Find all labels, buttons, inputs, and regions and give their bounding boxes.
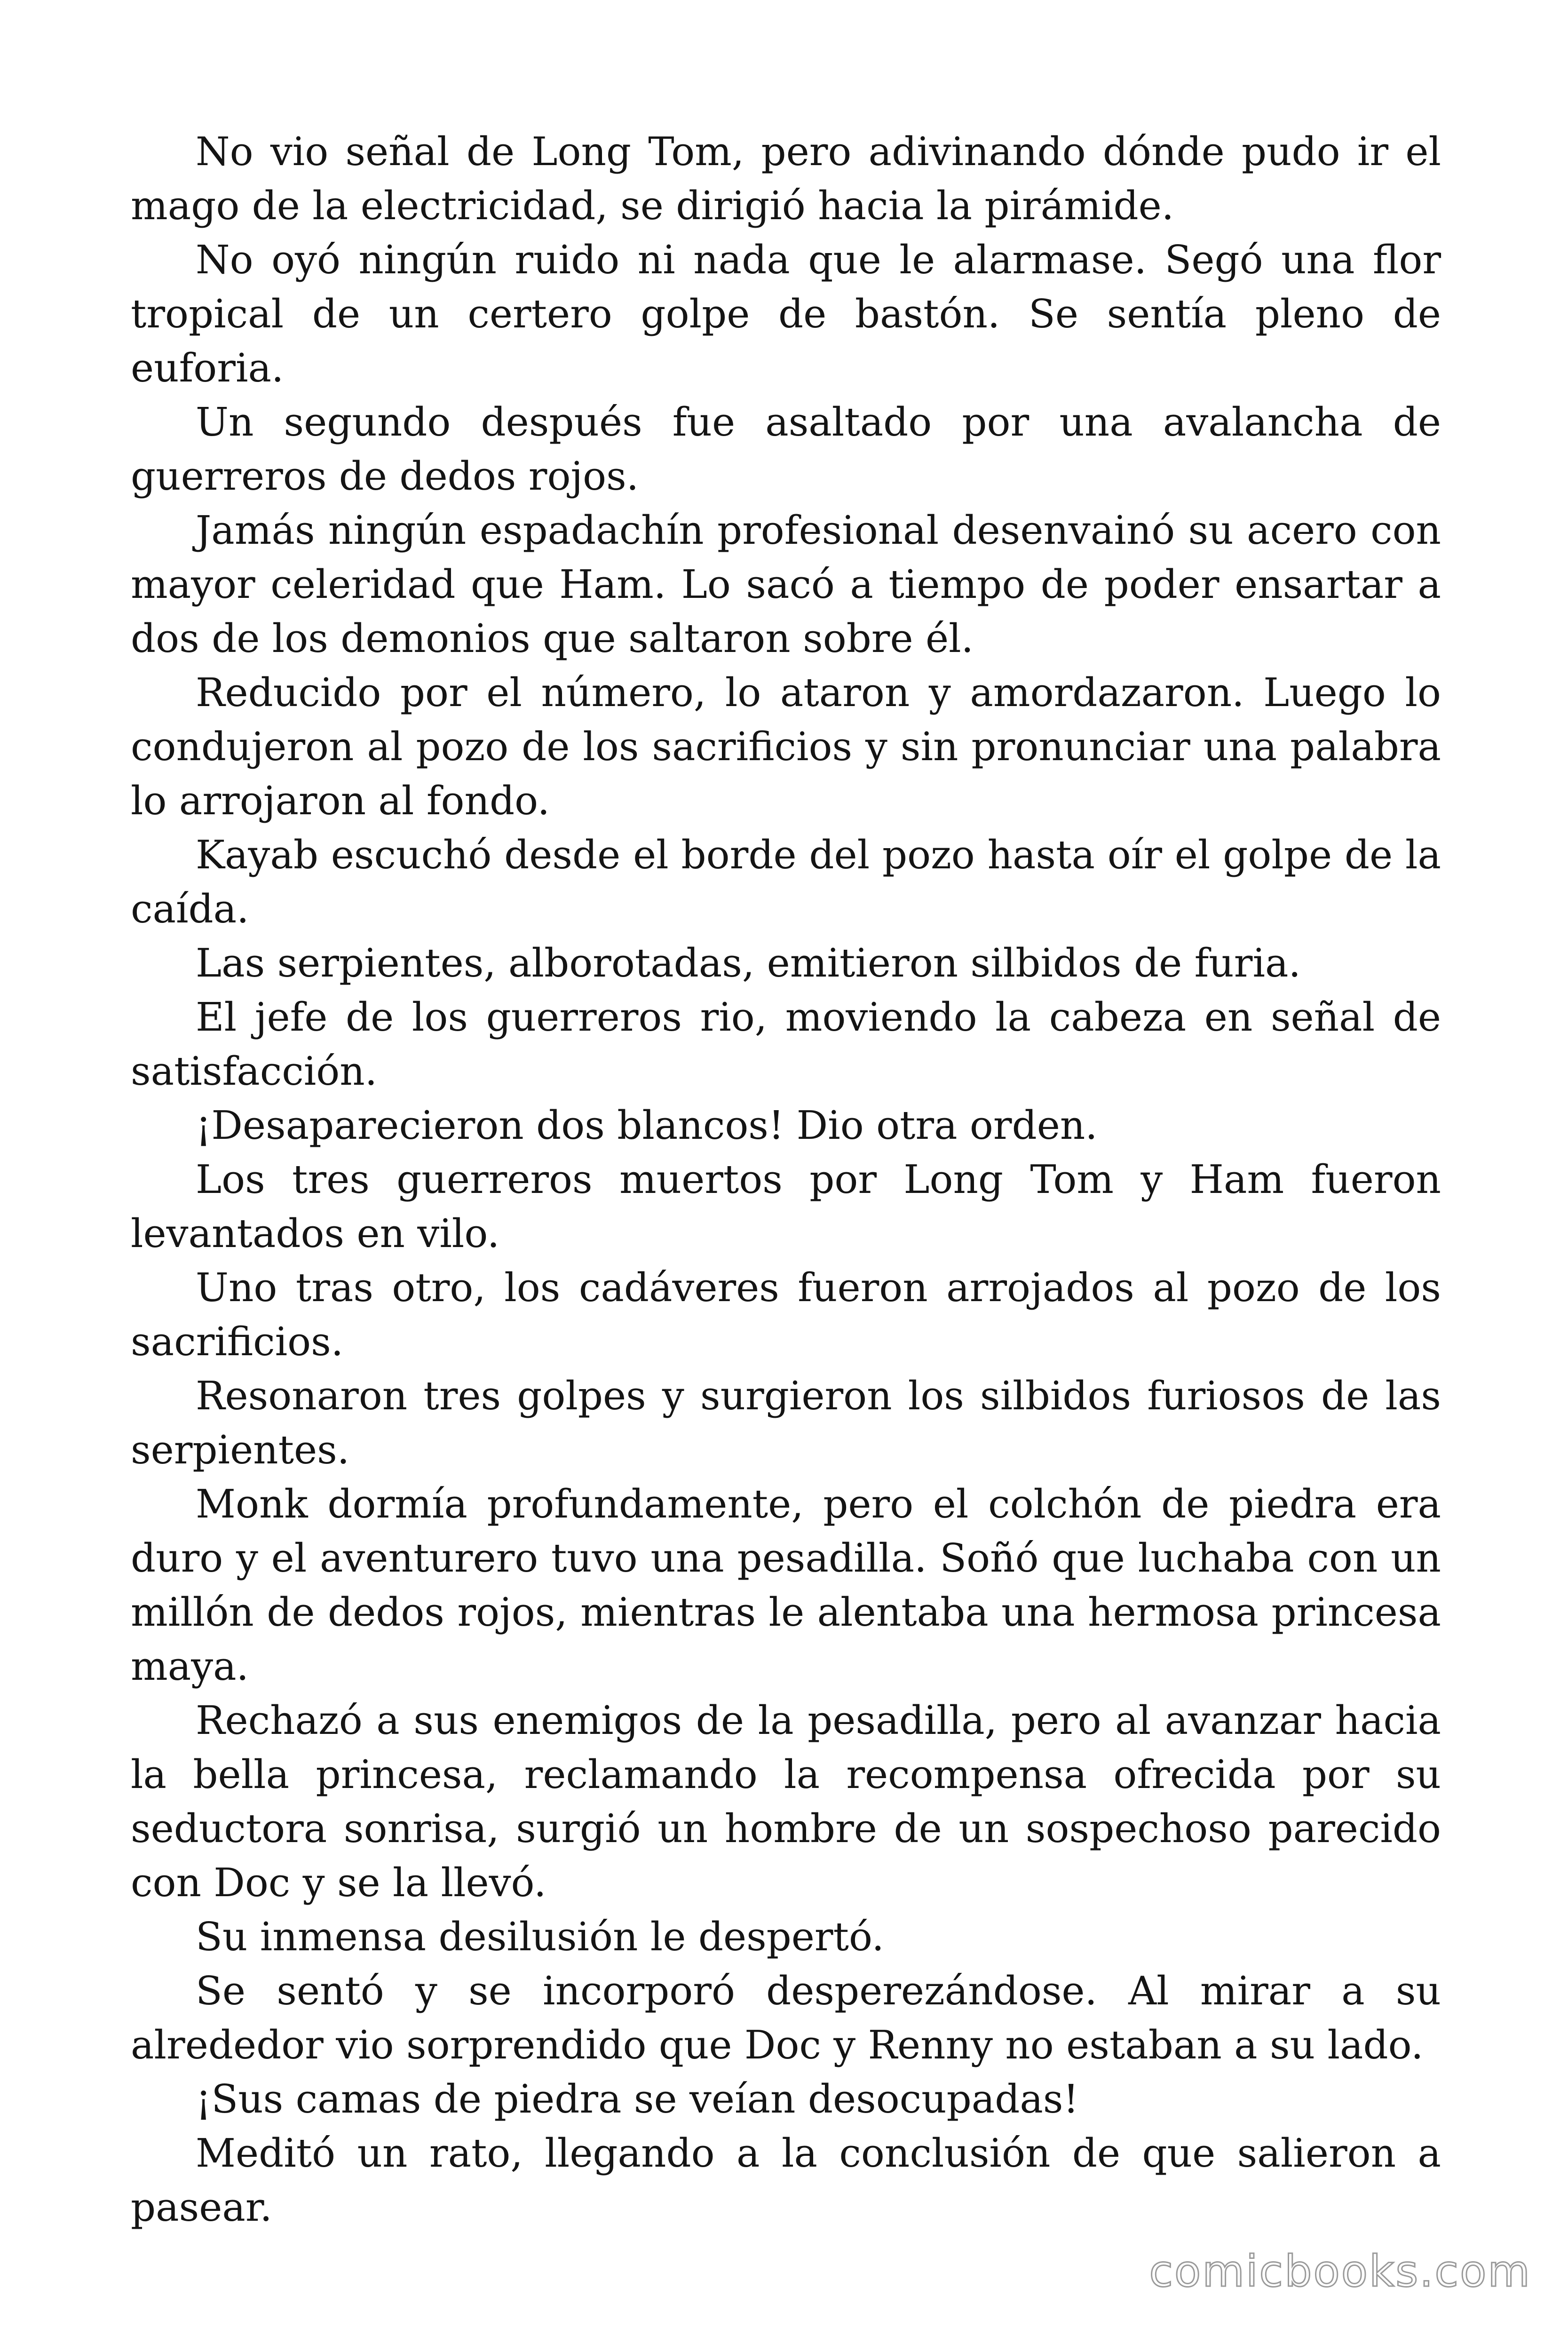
paragraph: Las serpientes, alborotadas, emitieron silbidos de furia. xyxy=(196,940,1301,986)
paragraph: Los tres guerreros muertos por Long Tom y Ham fueron levantados en vilo. xyxy=(131,1157,1441,1256)
paragraph: Reducido por el número, lo ataron y amordazaron. Luego lo condujeron al pozo de los sacrificios y sin pronunciar una palabra lo arrojaron al fondo. xyxy=(131,670,1441,824)
paragraph: Kayab escuchó desde el borde del pozo hasta oír el golpe de la caída. xyxy=(131,832,1441,932)
paragraph: ¡Sus camas de piedra se veían desocupadas! xyxy=(196,2076,1079,2122)
paragraph: El jefe de los guerreros rio, moviendo la cabeza en señal de satisfacción. xyxy=(131,994,1441,1094)
page-text xyxy=(131,125,1441,2234)
paragraph: Jamás ningún espadachín profesional desenvainó su acero con mayor celeridad que Ham. Lo sacó a tiempo de poder ensartar a dos de los demonios que saltaron sobre él. xyxy=(131,508,1441,661)
watermark: comicbooks.com xyxy=(1149,2246,1531,2296)
paragraph: Resonaron tres golpes y surgieron los silbidos furiosos de las serpientes. xyxy=(131,1373,1441,1473)
paragraph: Rechazó a sus enemigos de la pesadilla, pero al avanzar hacia la bella princesa, reclamando la recompensa ofrecida por su seductora sonrisa, surgió un hombre de un sospechoso parecido con Doc y se la llevó. xyxy=(131,1698,1441,1906)
paragraph: Su inmensa desilusión le despertó. xyxy=(196,1914,884,1960)
paragraph: Uno tras otro, los cadáveres fueron arrojados al pozo de los sacrificios. xyxy=(131,1265,1441,1365)
paragraph: No vio señal de Long Tom, pero adivinando dónde pudo ir el mago de la electricidad, se dirigió hacia la pirámide. xyxy=(131,129,1441,229)
paragraph: ¡Desaparecieron dos blancos! Dio otra orden. xyxy=(196,1103,1098,1148)
paragraph: Se sentó y se incorporó desperezándose. Al mirar a su alrededor vio sorprendido que Doc y Renny no estaban a su lado. xyxy=(131,1968,1441,2068)
paragraph: No oyó ningún ruido ni nada que le alarmase. Segó una flor tropical de un certero golpe de bastón. Se sentía pleno de euforia. xyxy=(131,237,1441,391)
paragraph: Monk dormía profundamente, pero el colchón de piedra era duro y el aventurero tuvo una pesadilla. Soñó que luchaba con un millón de dedos rojos, mientras le alentaba una hermosa princesa maya. xyxy=(131,1481,1441,1689)
paragraph: Meditó un rato, llegando a la conclusión de que salieron a pasear. xyxy=(131,2130,1441,2230)
paragraph: Un segundo después fue asaltado por una avalancha de guerreros de dedos rojos. xyxy=(131,399,1441,499)
